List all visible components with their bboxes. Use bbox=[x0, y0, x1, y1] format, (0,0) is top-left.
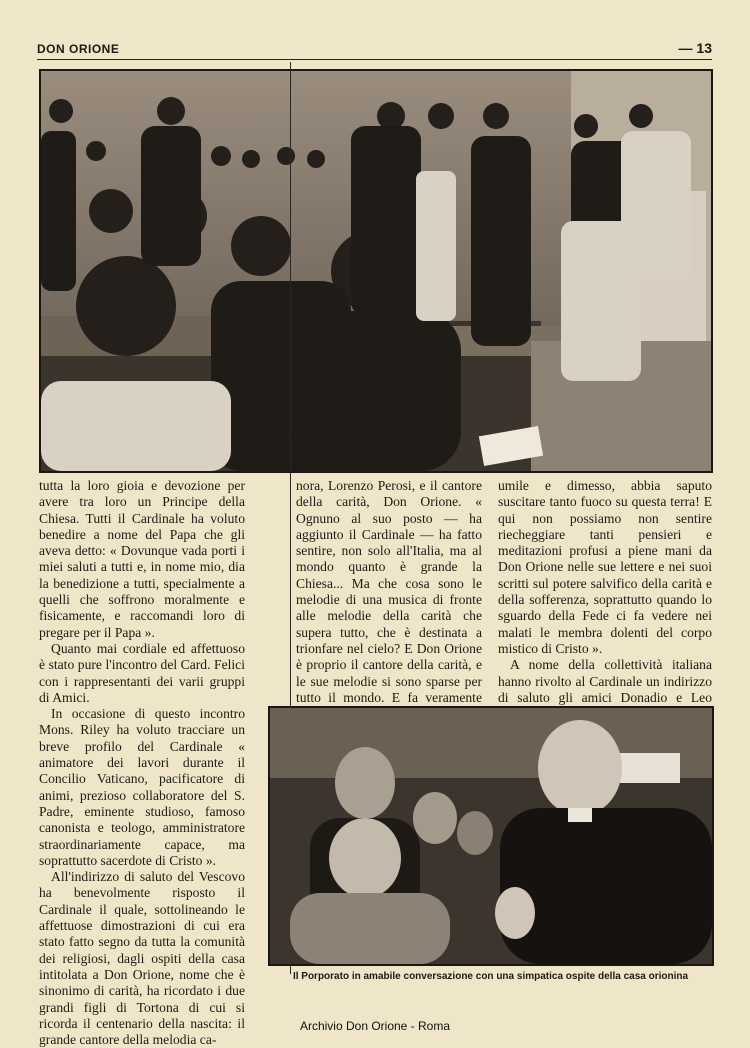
ceremony-photo bbox=[39, 69, 713, 473]
paragraph: nora, Lorenzo Perosi, e il cantore della carità, Don Orione. « Ognuno al suo posto — ha aggiunto il Cardinale — ha fatto sentire, non solo all'Italia, ma al mondo quanto è grande la Chiesa... Ma che cosa sono le melodie di una musica di fronte alle melodie della carità che supera tutto, che è destinata a trionfare nel cielo? E Don Orione è proprio il cantore della carità, e le sue melodie si sono sparse per tutto il mondo. E fa veramente bbox=[296, 478, 482, 705]
paragraph: umile e dimesso, abbia saputo suscitare tanto fuoco su questa terra! E qui non possiamo non sentire riecheggiare tanti pensieri e meditazioni profusi a piene mani da Don Orione nelle sue lettere e nei suoi scritti sul potere salvifico della carità e della sofferenza, soprattutto quando lo sguardo della Fede ci fa vedere nei malati le membra dolenti del corpo mistico di Cristo ». bbox=[498, 478, 712, 656]
paragraph: tutta la loro gioia e devozione per avere tra loro un Principe della Chiesa. Tutti il Cardinale ha voluto benedire a nome del Papa che gli aveva detto: « Dovunque vada porti i miei saluti a tutti e, in nome mio, dia la benedizione a tutti, specialmente a quelli che soffrono moralmente e fisicamente, e raccomandi loro di pregare per il Papa ». bbox=[39, 478, 245, 640]
paragraph: All'indirizzo di saluto del Vescovo ha benevolmente risposto il Cardinale il quale, sottolineando le affettuose dimostrazioni di cui era stato fatto segno da tutta la comunità dei religiosi, dagli ospiti della casa intitolata a Don Orione, nome che è sinonimo di carità, ha ricordato i due grandi figli di Tortona di cui si ricorda il centenario della nascita: il grande cantore della melodia ca- bbox=[39, 869, 245, 1048]
conversation-photo bbox=[268, 706, 714, 966]
conversation-photo-illustration bbox=[270, 708, 712, 964]
text-column-1 bbox=[39, 478, 245, 1048]
magazine-title: DON ORIONE bbox=[37, 42, 120, 56]
photo-caption: Il Porporato in amabile conversazione con una simpatica ospite della casa orionina bbox=[292, 971, 689, 982]
archive-footer: Archivio Don Orione - Roma bbox=[299, 1019, 451, 1033]
paragraph: Quanto mai cordiale ed affettuoso è stato pure l'incontro del Card. Felici con i rappresentanti dei varii gruppi di Amici. bbox=[39, 640, 245, 705]
ceremony-photo-illustration bbox=[41, 71, 711, 471]
text-column-3 bbox=[498, 478, 712, 722]
paragraph: In occasione di questo incontro Mons. Riley ha voluto tracciare un breve profilo del Cardinale « animatore dei lavori durante il Concilio Vaticano, pacificatore di animi, prezioso collaboratore del S. Padre, eminente studioso, famoso canonista e teologo, amministratore straordinariamente capace, ma soprattutto sacerdote di Cristo ». bbox=[39, 706, 245, 868]
header-rule bbox=[37, 59, 712, 60]
text-column-2 bbox=[296, 478, 482, 739]
paragraph: A nome della collettività italiana hanno rivolto al Cardinale un indirizzo di saluto gli amici Donadio e Leo bbox=[498, 657, 712, 705]
page-number: — 13 bbox=[678, 40, 712, 56]
